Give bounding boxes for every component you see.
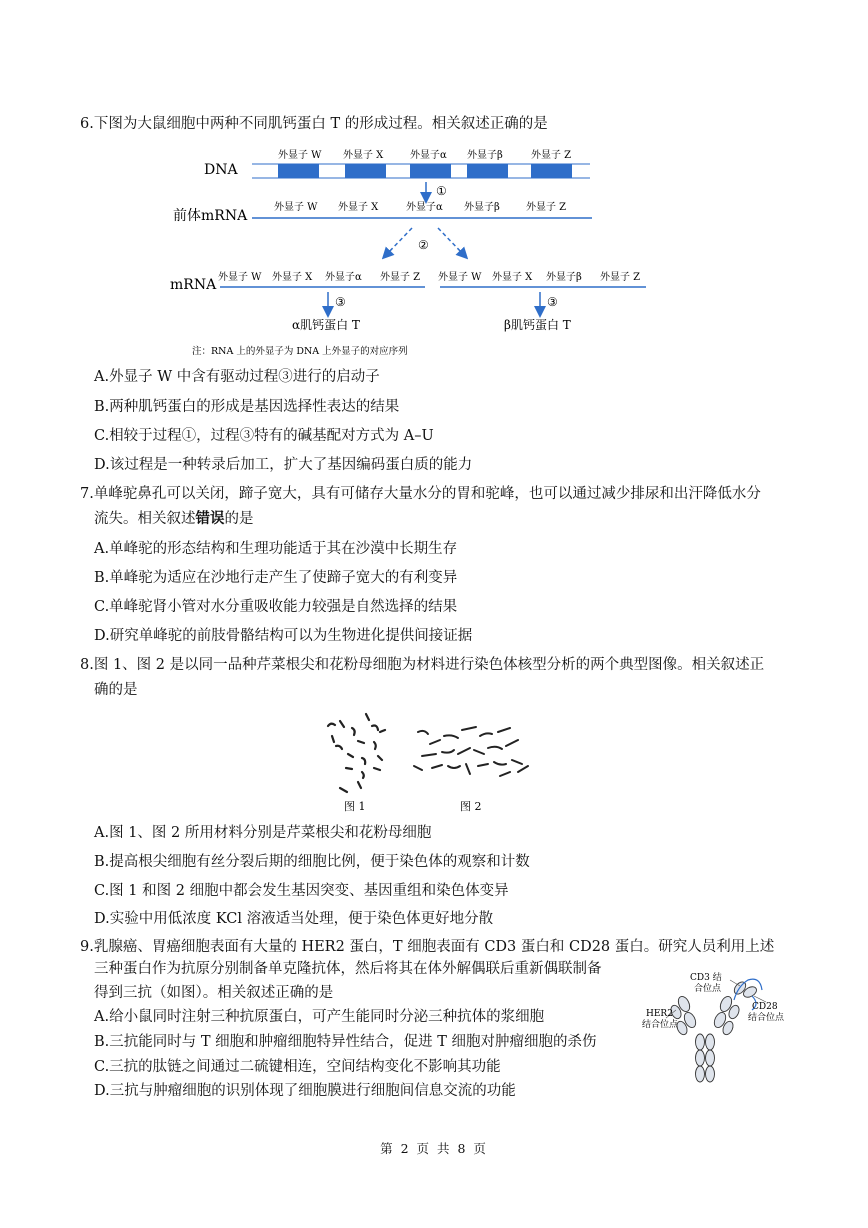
dna-exon-w (278, 164, 319, 178)
row-label-dna: DNA (204, 162, 238, 178)
fig2-chromosomes (414, 727, 528, 776)
q6-option-c: C.相较于过程①，过程③特有的碱基配对方式为 A–U (94, 428, 434, 444)
pre-exon-label: 外显子 Z (526, 202, 567, 213)
q8-stem-line2: 确的是 (94, 682, 138, 698)
q6-option-d: D.该过程是一种转录后加工，扩大了基因编码蛋白质的能力 (94, 457, 473, 473)
pre-exon-label: 外显子 X (338, 202, 379, 213)
q8-figure (318, 706, 550, 814)
q8-stem-line1: 8.图 1、图 2 是以同一品种芹菜根尖和花粉母细胞为材料进行染色体核型分析的两个典型图像。相关叙述正 (80, 657, 765, 673)
dna-exon-label: 外显子 W (278, 150, 322, 161)
q8-option-c: C.图 1 和图 2 细胞中都会发生基因突变、基因重组和染色体变异 (94, 883, 509, 899)
protein-alpha-label: α肌钙蛋白 T (292, 318, 360, 332)
q9-stem-line3: 得到三抗（如图）。相关叙述正确的是 (94, 985, 334, 1001)
dna-exon-z (531, 164, 572, 178)
cd28-label-line2: 结合位点 (748, 1013, 785, 1023)
dna-exon-alpha (410, 164, 451, 178)
q6-figure (160, 140, 680, 362)
mrna-right-exon-label: 外显子 Z (600, 272, 641, 283)
cd28-label-line1: CD28 (752, 1002, 778, 1012)
pre-exon-label: 外显子α (406, 202, 443, 213)
q7-option-a: A.单峰驼的形态结构和生理功能适于其在沙漠中长期生存 (94, 541, 458, 557)
protein-beta-label: β肌钙蛋白 T (504, 318, 571, 332)
dna-exon-x (345, 164, 386, 178)
q9-antibody-figure (640, 970, 800, 1088)
mrna-right-exon-label: 外显子β (546, 272, 582, 283)
mrna-left-exon-label: 外显子 X (272, 272, 313, 283)
q7-option-d: D.研究单峰驼的前肢骨骼结构可以为生物进化提供间接证据 (94, 628, 473, 644)
fig2-label: 图 2 (460, 800, 482, 813)
figure-note: 注：RNA 上的外显子为 DNA 上外显子的对应序列 (192, 346, 408, 357)
q9-option-b: B.三抗能同时与 T 细胞和肿瘤细胞特异性结合，促进 T 细胞对肿瘤细胞的杀伤 (94, 1034, 597, 1050)
q7-stem-pre: 流失。相关叙述 (94, 511, 196, 527)
mrna-left-exon-label: 外显子 Z (380, 272, 421, 283)
q9-option-c: C.三抗的肽链之间通过二硫键相连，空间结构变化不影响其功能 (94, 1059, 501, 1075)
q7-stem-post: 的是 (224, 511, 254, 527)
dna-exon-label: 外显子β (467, 150, 503, 161)
page-footer: 第 2 页 共 8 页 (380, 1141, 488, 1156)
row-label-mrna: mRNA (170, 277, 217, 293)
q9-stem-line2: 三种蛋白作为抗原分别制备单克隆抗体，然后将其在体外解偶联后重新偶联制备 (94, 961, 602, 977)
arrow-step2-right (438, 228, 464, 255)
pre-exon-label: 外显子 W (274, 202, 318, 213)
cd3-label-line2: 合位点 (694, 984, 722, 994)
q7-stem-line2 (94, 507, 254, 528)
q8-option-a: A.图 1、图 2 所用材料分别是芹菜根尖和花粉母细胞 (94, 825, 432, 841)
arrow-step2-left (386, 228, 412, 255)
q7-option-b: B.单峰驼为适应在沙地行走产生了使蹄子宽大的有利变异 (94, 570, 458, 586)
antibody-heavy-chains (669, 980, 758, 1082)
mrna-right-exon-label: 外显子 W (438, 272, 482, 283)
q7-stem-emphasis: 错误 (195, 510, 225, 527)
mrna-left-exon-label: 外显子α (325, 272, 362, 283)
pre-exon-label: 外显子β (464, 202, 500, 213)
her2-label-line1: HER2 (646, 1009, 673, 1019)
mrna-left-exon-label: 外显子 W (218, 272, 262, 283)
step1-label: ① (436, 184, 447, 198)
her2-label-line2: 结合位点 (642, 1020, 679, 1030)
q7-stem-line1: 7.单峰驼鼻孔可以关闭，蹄子宽大，具有可储存大量水分的胃和驼峰，也可以通过减少排尿和出汗降低水分 (80, 486, 761, 502)
mrna-right-exon-label: 外显子 X (492, 272, 533, 283)
q6-stem: 6.下图为大鼠细胞中两种不同肌钙蛋白 T 的形成过程。相关叙述正确的是 (80, 116, 548, 132)
step3-label-right: ③ (547, 295, 558, 309)
q9-stem-line1: 9.乳腺癌、胃癌细胞表面有大量的 HER2 蛋白，T 细胞表面有 CD3 蛋白和 CD28 蛋白。研究人员利用上述 (80, 939, 775, 955)
dna-exon-label: 外显子 Z (531, 150, 572, 161)
fig1-label: 图 1 (344, 800, 366, 813)
q8-option-b: B.提高根尖细胞有丝分裂后期的细胞比例，便于染色体的观察和计数 (94, 854, 530, 870)
dna-exon-label: 外显子 X (343, 150, 384, 161)
q9-option-a: A.给小鼠同时注射三种抗原蛋白，可产生能同时分泌三种抗体的浆细胞 (94, 1009, 545, 1025)
cd3-label-line1: CD3 结 (690, 973, 722, 983)
q6-option-b: B.两种肌钙蛋白的形成是基因选择性表达的结果 (94, 399, 400, 415)
step2-label: ② (418, 238, 429, 252)
q6-option-a: A.外显子 W 中含有驱动过程③进行的启动子 (94, 369, 380, 385)
dna-exon-beta (467, 164, 508, 178)
q8-option-d: D.实验中用低浓度 KCl 溶液适当处理，便于染色体更好地分散 (94, 911, 494, 927)
row-label-pre-mrna: 前体mRNA (173, 208, 248, 224)
dna-exon-label: 外显子α (410, 150, 447, 161)
q9-option-d: D.三抗与肿瘤细胞的识别体现了细胞膜进行细胞间信息交流的功能 (94, 1083, 516, 1099)
fig1-chromosomes (328, 714, 385, 792)
q7-option-c: C.单峰驼肾小管对水分重吸收能力较强是自然选择的结果 (94, 599, 458, 615)
step3-label-left: ③ (335, 295, 346, 309)
